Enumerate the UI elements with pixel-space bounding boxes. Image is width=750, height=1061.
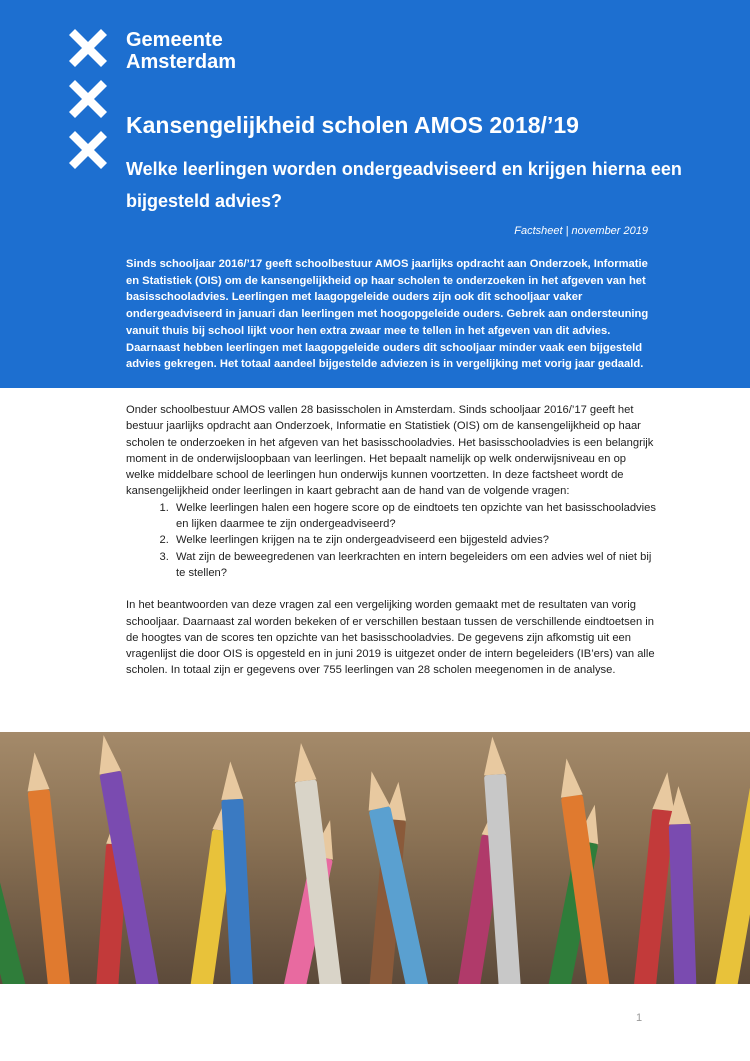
colored-pencils-photo — [0, 732, 750, 984]
page-title: Kansengelijkheid scholen AMOS 2018/’19 — [126, 112, 579, 138]
cross-icon — [67, 78, 109, 120]
page-subtitle: Welke leerlingen worden ondergeadviseerd en krijgen hierna een bijgesteld advies? — [126, 159, 682, 211]
pencil — [669, 824, 697, 984]
question-item: 3. Wat zijn de beweegredenen van leerkrachten en intern begeleiders om een advies wel of niet bij te stellen? — [172, 549, 656, 582]
body-paragraph-1: Onder schoolbestuur AMOS vallen 28 basisscholen in Amsterdam. Sinds schooljaar 2016/’17 geeft het bestuur jaarlijks opdracht aan Onderzoek, Informatie en Statistiek (OIS) om de kansengelijkheid op haar scholen te onderzoeken in het afgeven van het basisschooladvies. Het basisschooladvies is een belangrijk moment in de onderwijsloopbaan van leerlingen. Het bepaalt namelijk op welk onderwijsniveau en op welke middelbare school de leerlingen hun onderwijs kunnen voortzetten. In deze factsheet wordt de kansengelijkheid onder leerlingen in kaart gebracht aan de hand van de volgende vragen: — [126, 404, 654, 498]
amsterdam-logo-crosses — [67, 27, 109, 180]
pencil — [221, 799, 254, 984]
cross-icon — [67, 129, 109, 171]
logo-line-2: Amsterdam — [126, 51, 237, 73]
question-item: 1. Welke leerlingen halen een hogere score op de eindtoets ten opzichte van het basisschooladvies en lijken daarmee te zijn ondergeadviseerd? — [172, 500, 656, 533]
factsheet-date: Factsheet | november 2019 — [514, 225, 648, 237]
pencil — [28, 789, 72, 984]
pencil — [632, 809, 674, 984]
logo-line-1: Gemeente — [126, 29, 223, 51]
header-banner — [0, 0, 750, 388]
page-number: 1 — [636, 1012, 643, 1024]
intro-summary: Sinds schooljaar 2016/’17 geeft schoolbestuur AMOS jaarlijks opdracht aan Onderzoek, Informatie en Statistiek (OIS) om de kansengelijkheid op haar scholen te onderzoeken in het afgeven van het basisschooladvies. Leerlingen met laagopgeleide ouders zijn ook dit schooljaar vaker ondergeadviseerd in januari dan leerlingen met hoogopgeleide ouders. Gebrek aan ondersteuning vanuit thuis bij school lijkt voor hen extra zwaar mee te tellen in het afgeven van dit advies. Daarnaast hebben leerlingen met laagopgeleide ouders dit schooljaar minder vaak een bijgesteld advies gekregen. Het totaal aandeel bijgestelde adviezen is in vergelijking met vorig jaar gedaald. — [126, 258, 649, 371]
body-paragraph-2: In het beantwoorden van deze vragen zal een vergelijking worden gemaakt met de resultaten van vorig schooljaar. Daarnaast zal worden bekeken of er verschillen bestaan tussen de verschillende eindtoetsen in de hoogtes van de scores ten opzichte van het basisschooladvies. De gegevens zijn afkomstig uit een vragenlijst die door OIS is opgesteld en in juni 2019 is uitgezet onder de intern begeleiders (IB’ers) van alle scholen. In totaal zijn er gegevens over 755 leerlingen van 28 scholen meegenomen in de analyse. — [126, 599, 655, 677]
question-item: 2. Welke leerlingen krijgen na te zijn ondergeadviseerd een bijgesteld advies? — [172, 532, 656, 548]
questions-list — [126, 500, 656, 581]
logo-text — [126, 29, 236, 73]
pencil — [712, 785, 750, 984]
pencil — [0, 817, 30, 984]
body-text — [126, 402, 656, 679]
cross-icon — [67, 27, 109, 69]
